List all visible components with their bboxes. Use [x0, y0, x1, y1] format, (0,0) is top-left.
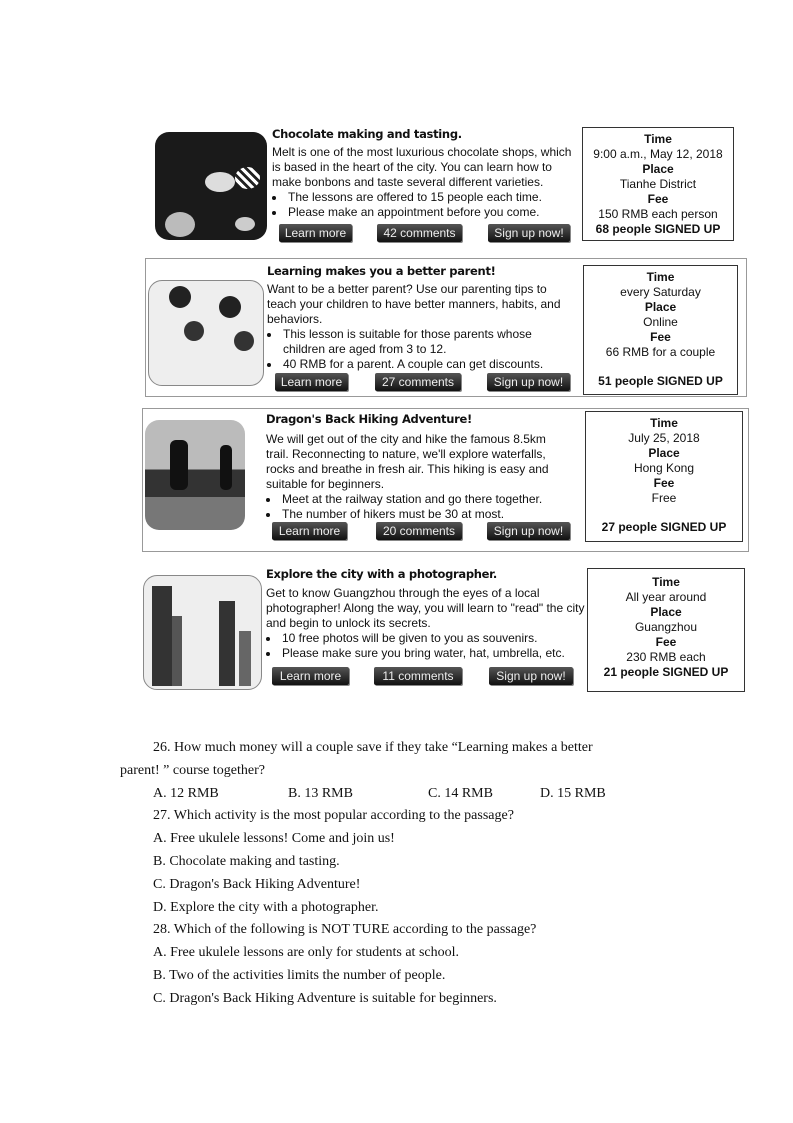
activity-description [267, 282, 577, 372]
description-text: Melt is one of the most luxurious chocolate shops, which is based in the heart of the city. You can learn how to make bonbons and taste several different varieties. [272, 145, 572, 189]
activity-title: Explore the city with a photographer. [266, 567, 497, 581]
time-label: Time [646, 270, 675, 284]
time-label: Time [644, 132, 672, 146]
signed-up-count: 21 people SIGNED UP [603, 665, 729, 679]
sign-up-button[interactable]: Sign up now! [487, 522, 570, 540]
place-label: Place [642, 162, 674, 176]
place-value: Hong Kong [633, 461, 695, 475]
learn-more-button[interactable]: Learn more [279, 224, 352, 242]
bullet: • The number of hikers must be 30 at most. [280, 507, 566, 522]
learn-more-button[interactable]: Learn more [272, 522, 347, 540]
comments-button[interactable]: 27 comments [375, 373, 461, 391]
signed-up-count: 51 people SIGNED UP [598, 374, 723, 388]
time-value: All year around [625, 590, 707, 604]
fee-value: 230 RMB each [626, 650, 706, 664]
activity-title: Learning makes you a better parent! [267, 264, 496, 278]
question-27: 27. Which activity is the most popular according to the passage? [153, 808, 514, 823]
description-text: We will get out of the city and hike the famous 8.5km trail. Reconnecting to nature, we'll explore waterfalls, rocks and breathe in fresh air. This hiking is easy and suitable for beginners. [266, 432, 549, 491]
option: B. 13 RMB [288, 786, 353, 801]
time-label: Time [650, 416, 678, 430]
comments-button[interactable]: 11 comments [374, 667, 462, 685]
option: A. Free ukulele lessons! Come and join us! [153, 831, 395, 846]
description-text: Get to know Guangzhou through the eyes of a local photographer! Along the way, you will learn to "read" the city and begin to unlock its secrets. [266, 586, 585, 630]
comments-button[interactable]: 42 comments [377, 224, 462, 242]
hiking-image [145, 420, 245, 530]
place-label: Place [648, 446, 680, 460]
bullet: • Please make an appointment before you come. [286, 205, 582, 220]
activity-title: Chocolate making and tasting. [272, 127, 462, 141]
bullet: • 10 free photos will be given to you as souvenirs. [280, 631, 586, 646]
option: D. Explore the city with a photographer. [153, 900, 379, 915]
activity-description [266, 432, 566, 522]
bullet: • This lesson is suitable for those parents whose children are aged from 3 to 12. [281, 327, 577, 357]
sign-up-button[interactable]: Sign up now! [489, 667, 573, 685]
option: B. Chocolate making and tasting. [153, 854, 340, 869]
activity-title: Dragon's Back Hiking Adventure! [266, 412, 472, 426]
fee-label: Fee [655, 635, 677, 649]
family-image [148, 280, 264, 386]
info-box [585, 411, 743, 542]
bullet: • Meet at the railway station and go there together. [280, 492, 566, 507]
place-value: Online [643, 315, 678, 329]
question-28: 28. Which of the following is NOT TURE according to the passage? [153, 922, 537, 937]
learn-more-button[interactable]: Learn more [275, 373, 348, 391]
bullet: • The lessons are offered to 15 people each time. [286, 190, 582, 205]
time-value: July 25, 2018 [628, 431, 700, 445]
option: A. Free ukulele lessons are only for students at school. [153, 945, 459, 960]
time-value: 9:00 a.m., May 12, 2018 [593, 147, 723, 161]
fee-value: 150 RMB each person [598, 207, 718, 221]
option: A. 12 RMB [153, 786, 219, 801]
activity-description [266, 586, 586, 661]
time-label: Time [652, 575, 680, 589]
info-box [587, 568, 745, 692]
place-value: Guangzhou [634, 620, 698, 634]
comments-button[interactable]: 20 comments [376, 522, 462, 540]
info-box [583, 265, 738, 395]
activity-description [272, 145, 582, 220]
learn-more-button[interactable]: Learn more [272, 667, 349, 685]
fee-value: Free [651, 491, 677, 505]
signed-up-count: 27 people SIGNED UP [601, 520, 727, 534]
fee-label: Fee [647, 192, 669, 206]
question-26: 26. How much money will a couple save if they take “Learning makes a better [153, 740, 593, 755]
option: D. 15 RMB [540, 786, 606, 801]
option: C. 14 RMB [428, 786, 493, 801]
fee-value: 66 RMB for a couple [605, 345, 716, 359]
signed-up-count: 68 people SIGNED UP [595, 222, 721, 236]
description-text: Want to be a better parent? Use our parenting tips to teach your children to have better manners, habits, and behaviors. [267, 282, 561, 326]
option: B. Two of the activities limits the number of people. [153, 968, 446, 983]
bullet: • 40 RMB for a parent. A couple can get discounts. [281, 357, 577, 372]
place-value: Tianhe District [619, 177, 697, 191]
chocolate-image [155, 132, 267, 240]
bullet: • Please make sure you bring water, hat, umbrella, etc. [280, 646, 586, 661]
time-value: every Saturday [620, 285, 701, 299]
question-26-cont: parent! ” course together? [120, 763, 265, 778]
fee-label: Fee [653, 476, 675, 490]
place-label: Place [644, 300, 677, 314]
option: C. Dragon's Back Hiking Adventure is suitable for beginners. [153, 991, 497, 1006]
sign-up-button[interactable]: Sign up now! [488, 224, 570, 242]
place-label: Place [650, 605, 682, 619]
city-skyline-image [143, 575, 262, 690]
info-box [582, 127, 734, 241]
option: C. Dragon's Back Hiking Adventure! [153, 877, 361, 892]
fee-label: Fee [650, 330, 671, 344]
sign-up-button[interactable]: Sign up now! [487, 373, 570, 391]
